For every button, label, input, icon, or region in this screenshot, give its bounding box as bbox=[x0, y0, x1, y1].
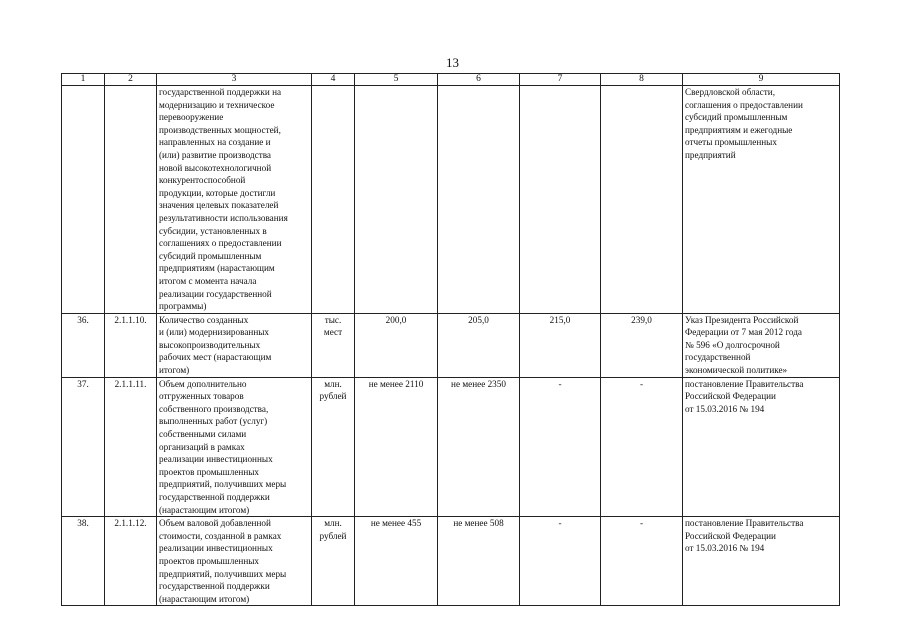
value-cell: не менее 508 bbox=[438, 517, 520, 606]
unit-cell bbox=[312, 86, 355, 314]
table-row bbox=[62, 377, 840, 517]
row-code-cell: 2.1.1.10. bbox=[105, 313, 157, 377]
value-cell bbox=[355, 86, 438, 314]
table-row bbox=[62, 517, 840, 606]
value-cell bbox=[520, 86, 601, 314]
unit-cell: млн. рублей bbox=[312, 517, 355, 606]
source-cell: постановление Правительства Российской Федерации от 15.03.2016 № 194 bbox=[683, 377, 840, 517]
indicator-description-cell: Количество созданных и (или) модернизированных высокопроизводительных рабочих мест (нарастающим итогом) bbox=[157, 313, 312, 377]
page-number: 13 bbox=[446, 55, 459, 70]
value-cell: не менее 2110 bbox=[355, 377, 438, 517]
value-cell: - bbox=[520, 377, 601, 517]
value-cell: 205,0 bbox=[438, 313, 520, 377]
indicator-description-cell: Объем дополнительно отгруженных товаров собственного производства, выполненных работ (услуг) собственными силами организаций в рамках реализации инвестиционных проектов промышленных предприятий, получивших меры государственной поддержки (нарастающим итогом) bbox=[157, 377, 312, 517]
table-row bbox=[62, 313, 840, 377]
value-cell: - bbox=[520, 517, 601, 606]
value-cell: - bbox=[601, 517, 683, 606]
column-header: 1 bbox=[62, 74, 105, 86]
value-cell: 200,0 bbox=[355, 313, 438, 377]
column-header: 4 bbox=[312, 74, 355, 86]
value-cell: 215,0 bbox=[520, 313, 601, 377]
source-cell: постановление Правительства Российской Федерации от 15.03.2016 № 194 bbox=[683, 517, 840, 606]
column-header: 3 bbox=[157, 74, 312, 86]
column-header: 5 bbox=[355, 74, 438, 86]
row-code-cell: 2.1.1.11. bbox=[105, 377, 157, 517]
source-cell: Указ Президента Российской Федерации от 7 мая 2012 года № 596 «О долгосрочной государственной экономической политике» bbox=[683, 313, 840, 377]
column-header: 6 bbox=[438, 74, 520, 86]
indicators-table bbox=[61, 73, 840, 606]
indicator-description-cell: Объем валовой добавленной стоимости, созданной в рамках реализации инвестиционных проектов промышленных предприятий, получивших меры государственной поддержки (нарастающим итогом) bbox=[157, 517, 312, 606]
column-header: 2 bbox=[105, 74, 157, 86]
table-header-row bbox=[62, 74, 840, 86]
value-cell: - bbox=[601, 377, 683, 517]
indicator-description-cell: государственной поддержки на модернизацию и техническое перевооружение производственных мощностей, направленных на создание и (или) развитие производства новой высокотехнологичной конкурентоспособной продукции, которые достигли значения целевых показателей результативности использования субсидии, установленных в соглашениях о предоставлении субсидий промышленным предприятиям (нарастающим итогом с момента начала реализации государственной программы) bbox=[157, 86, 312, 314]
column-header: 8 bbox=[601, 74, 683, 86]
source-cell: Свердловской области, соглашения о предоставлении субсидий промышленным предприятиям и ежегодные отчеты промышленных предприятий bbox=[683, 86, 840, 314]
unit-cell: тыс. мест bbox=[312, 313, 355, 377]
row-number-cell: 38. bbox=[62, 517, 105, 606]
value-cell: не менее 2350 bbox=[438, 377, 520, 517]
value-cell: 239,0 bbox=[601, 313, 683, 377]
unit-cell: млн. рублей bbox=[312, 377, 355, 517]
row-number-cell: 36. bbox=[62, 313, 105, 377]
row-code-cell: 2.1.1.12. bbox=[105, 517, 157, 606]
value-cell: не менее 455 bbox=[355, 517, 438, 606]
value-cell bbox=[601, 86, 683, 314]
column-header: 7 bbox=[520, 74, 601, 86]
table-row bbox=[62, 86, 840, 314]
row-code-cell bbox=[105, 86, 157, 314]
row-number-cell: 37. bbox=[62, 377, 105, 517]
value-cell bbox=[438, 86, 520, 314]
column-header: 9 bbox=[683, 74, 840, 86]
row-number-cell bbox=[62, 86, 105, 314]
